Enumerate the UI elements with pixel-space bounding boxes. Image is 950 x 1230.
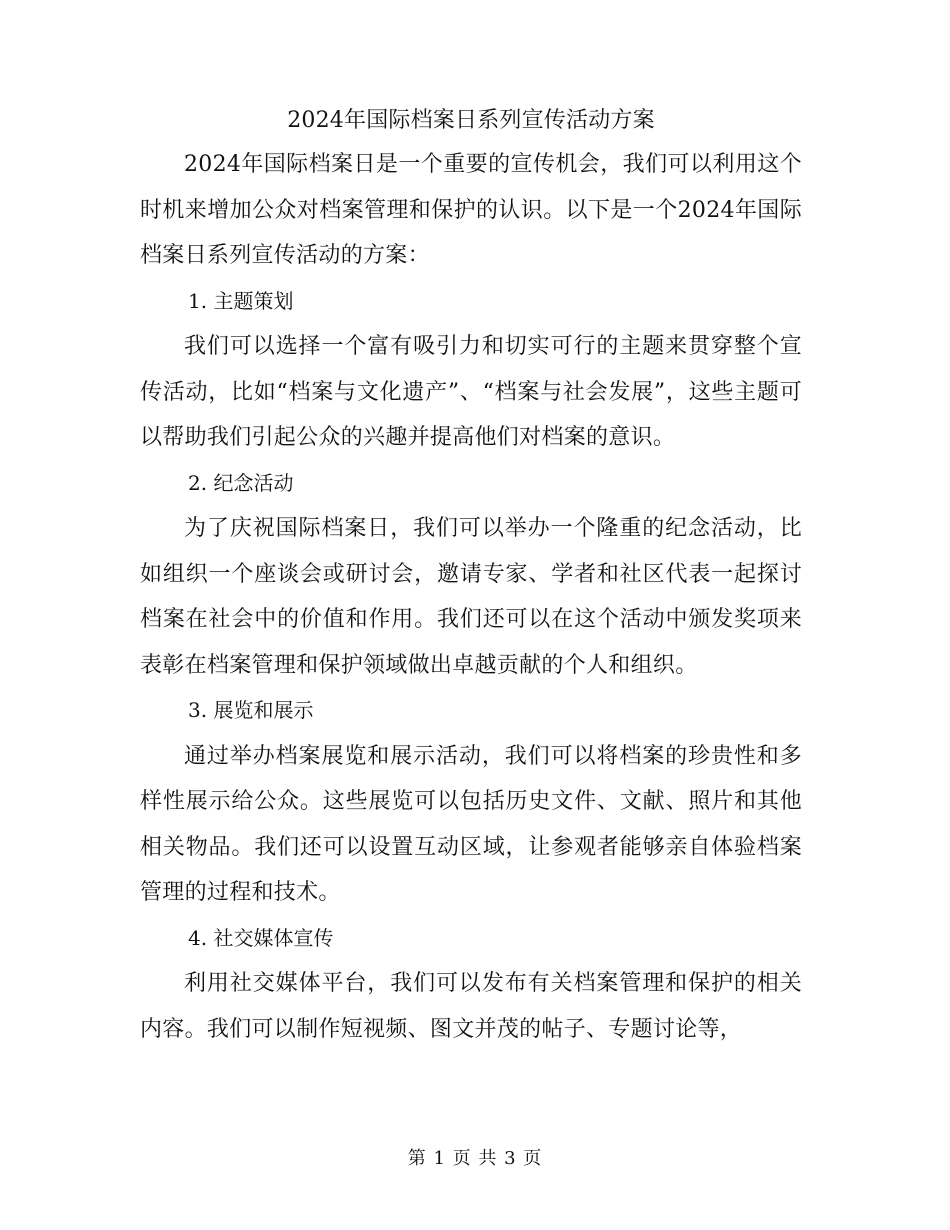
page-number-footer: 第 1 页 共 3 页: [407, 1148, 543, 1169]
section-body-social-media: 利用社交媒体平台，我们可以发布有关档案管理和保护的相关内容。我们可以制作短视频、图文并茂的帖子、专题讨论等，: [140, 971, 802, 1042]
section-body-commemoration: 为了庆祝国际档案日，我们可以举办一个隆重的纪念活动，比如组织一个座谈会或研讨会，邀请专家、学者和社区代表一起探讨档案在社会中的价值和作用。我们还可以在这个活动中颁发奖项来表彰在档案管理和保护领域做出卓越贡献的个人和组织。: [140, 516, 802, 678]
section-body-theme: 我们可以选择一个富有吸引力和切实可行的主题来贯穿整个宣传活动，比如“档案与文化遗产”、“档案与社会发展”，这些主题可以帮助我们引起公众的兴趣并提高他们对档案的意识。: [140, 334, 802, 450]
intro-paragraph: 2024年国际档案日是一个重要的宣传机会，我们可以利用这个时机来增加公众对档案管理和保护的认识。以下是一个2024年国际档案日系列宣传活动的方案：: [140, 152, 802, 268]
section-body-exhibition: 通过举办档案展览和展示活动，我们可以将档案的珍贵性和多样性展示给公众。这些展览可以包括历史文件、文献、照片和其他相关物品。我们还可以设置互动区域，让参观者能够亲自体验档案管理的过程和技术。: [140, 743, 802, 905]
document-body: [140, 100, 802, 1052]
section-heading-commemoration: 2. 纪念活动: [188, 470, 294, 495]
document-title: 2024年国际档案日系列宣传活动方案: [287, 108, 655, 133]
section-heading-theme: 1. 主题策划: [188, 288, 294, 313]
section-heading-exhibition: 3. 展览和展示: [188, 698, 314, 722]
section-heading-social-media: 4. 社交媒体宣传: [188, 925, 334, 950]
